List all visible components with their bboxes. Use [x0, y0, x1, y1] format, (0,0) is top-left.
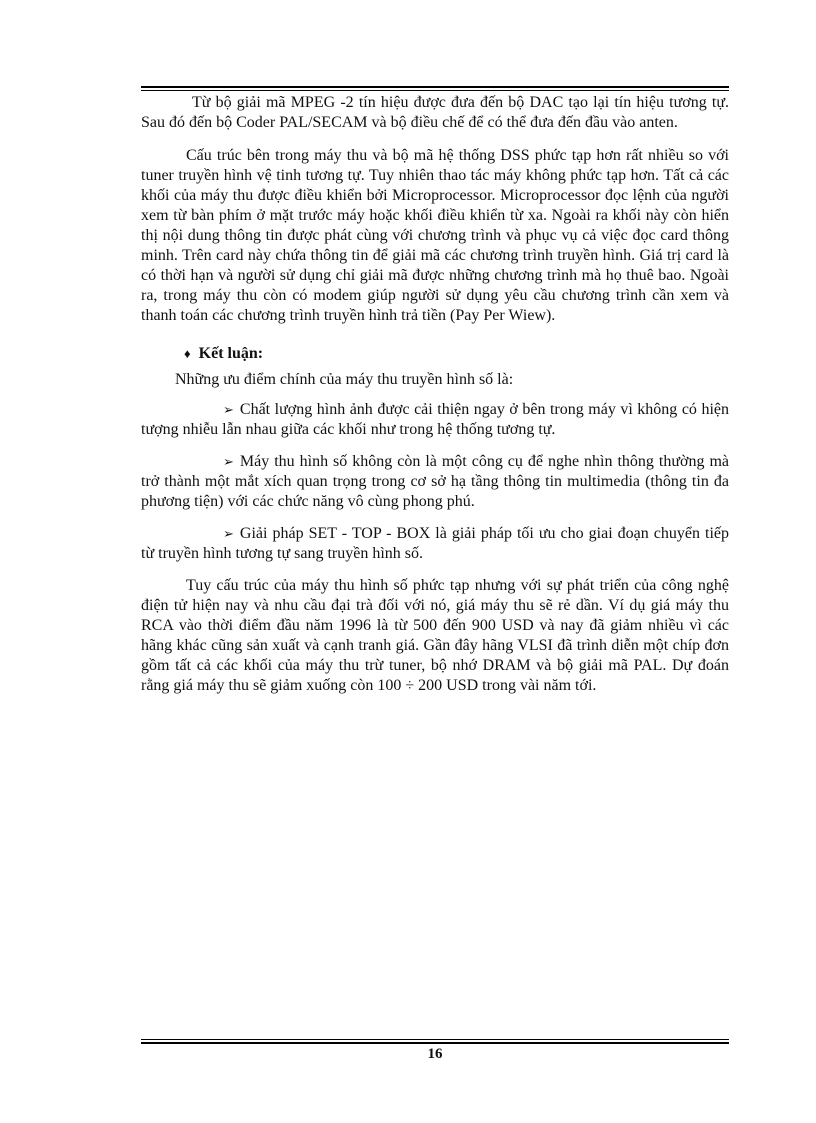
- paragraph-closing: Tuy cấu trúc của máy thu hình số phức tạp nhưng với sự phát triển của công nghệ điện tử hiện nay và nhu cầu đại trà đối với nó, giá máy thu sẽ rẻ dần. Ví dụ giá máy thu RCA vào thời điểm đầu năm 1996 là từ 500 đến 900 USD và nay đã giảm nhiều vì các hãng khác cũng sản xuất và cạnh tranh giá. Gần đây hãng VLSI đã trình diễn một chíp đơn gồm tất cả các khối của máy thu trừ tuner, bộ nhớ DRAM và bộ giải mã PAL. Dự đoán rằng giá máy thu sẽ giảm xuống còn 100 ÷ 200 USD trong vài năm tới.: [141, 577, 729, 694]
- section-heading: [141, 344, 729, 364]
- page-number: 16: [427, 1046, 443, 1062]
- list-item-text: Máy thu hình số không còn là một công cụ để nghe nhìn thông thường mà trở thành một mắt xích quan trọng trong cơ sở hạ tầng thông tin multimedia (thông tin đa phương tiện) với các chức năng vô cùng phong phú.: [141, 453, 729, 510]
- page-body: [141, 93, 729, 709]
- section-heading-text: Kết luận:: [198, 345, 264, 362]
- list-item: [141, 400, 729, 440]
- header-rule: [141, 86, 729, 91]
- list-item: [141, 452, 729, 512]
- section-intro: Những ưu điểm chính của máy thu truyền hình số là:: [175, 371, 514, 388]
- arrow-bullet-icon: ➢: [223, 454, 234, 469]
- list-item-text: Giải pháp SET - TOP - BOX là giải pháp tối ưu cho giai đoạn chuyển tiếp từ truyền hình tương tự sang truyền hình số.: [141, 525, 729, 562]
- footer-rule: [141, 1039, 729, 1044]
- paragraph-dss-structure: Cấu trúc bên trong máy thu và bộ mã hệ thống DSS phức tạp hơn rất nhiều so với tuner truyền hình vệ tinh tương tự. Tuy nhiên thao tác máy không phức tạp hơn. Tất cả các khối của máy thu được điều khiển bởi Microprocessor. Microprocessor đọc lệnh của người xem từ bàn phím ở mặt trước máy hoặc khối điều khiển từ xa. Ngoài ra khối này còn hiển thị nội dung thông tin được phát cùng với chương trình và phục vụ cả việc đọc card thông minh. Trên card này chứa thông tin để giải mã các chương trình truyền hình. Giá trị card là có thời hạn và người sử dụng chỉ giải mã được những chương trình mà họ thuê bao. Ngoài ra, trong máy thu còn có modem giúp người sử dụng yêu cầu chương trình cần xem và thanh toán các chương trình truyền hình trả tiền (Pay Per Wiew).: [141, 147, 729, 324]
- list-item-text: Chất lượng hình ảnh được cải thiện ngay ở bên trong máy vì không có hiện tượng nhiễu lẫn nhau giữa các khối như trong hệ thống tương tự.: [141, 401, 729, 438]
- list-item: [141, 524, 729, 564]
- paragraph-dac: Từ bộ giải mã MPEG -2 tín hiệu được đưa đến bộ DAC tạo lại tín hiệu tương tự. Sau đó đến bộ Coder PAL/SECAM và bộ điều chế để có thể đưa đến đầu vào anten.: [141, 94, 729, 131]
- diamond-bullet-icon: ♦: [184, 346, 191, 361]
- arrow-bullet-icon: ➢: [223, 402, 234, 417]
- arrow-bullet-icon: ➢: [223, 526, 234, 541]
